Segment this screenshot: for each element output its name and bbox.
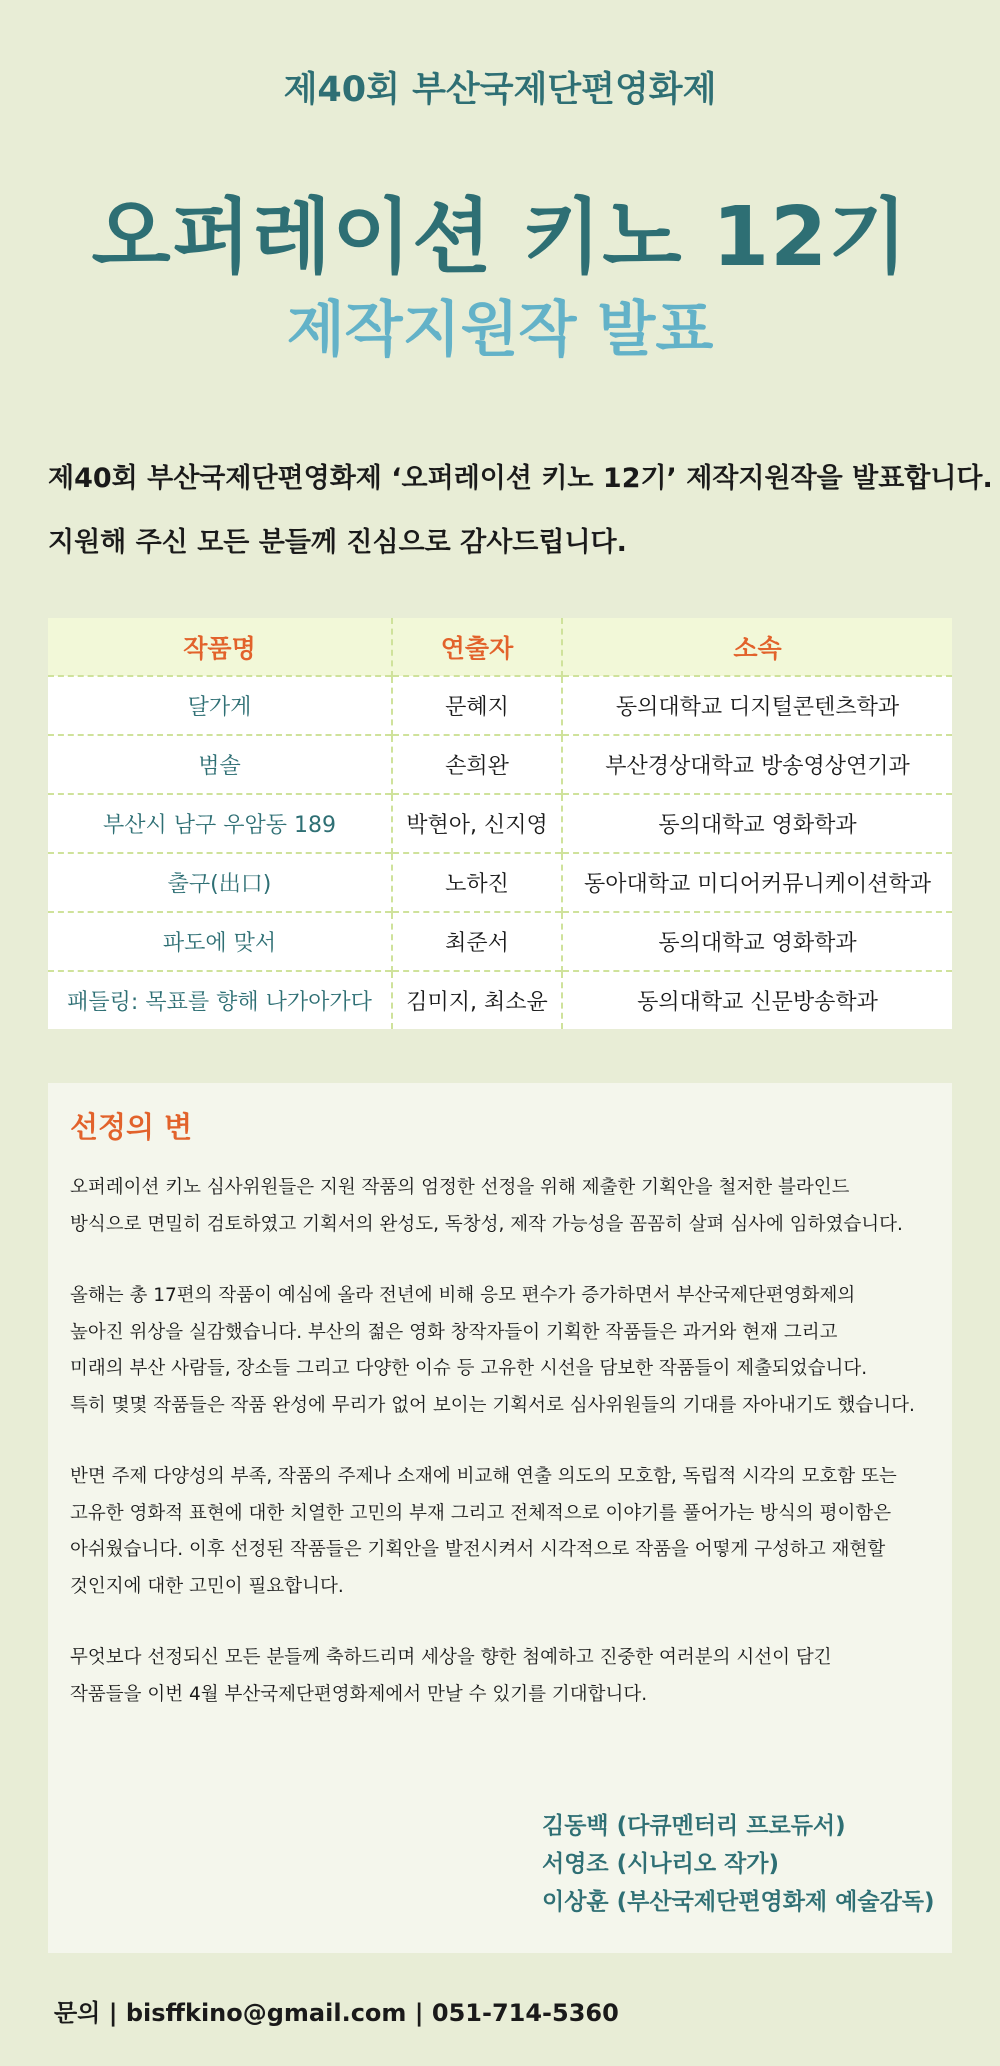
work-director: 손희완 — [392, 735, 562, 794]
work-director: 최준서 — [392, 912, 562, 971]
header-title: 작품명 — [48, 618, 392, 676]
selected-works-table — [48, 618, 952, 1029]
review-line: 것인지에 대한 고민이 필요합니다. — [70, 1575, 344, 1597]
review-line: 미래의 부산 사람들, 장소들 그리고 다양한 이슈 등 고유한 시선을 담보한 작품들이 제출되었습니다. — [70, 1358, 868, 1379]
work-affiliation: 동의대학교 영화학과 — [562, 912, 952, 971]
work-affiliation: 동의대학교 영화학과 — [562, 794, 952, 853]
header-affiliation: 소속 — [562, 618, 952, 676]
review-paragraph-2 — [70, 1278, 940, 1424]
review-line: 반면 주제 다양성의 부족, 작품의 주제나 소재에 비교해 연출 의도의 모호함, 독립적 시각의 모호함 또는 — [70, 1466, 897, 1487]
review-line: 방식으로 면밀히 검토하였고 기획서의 완성도, 독창성, 제작 가능성을 꼼꼼히 살펴 심사에 임하였습니다. — [70, 1213, 903, 1235]
intro-line-1: 제40회 부산국제단편영화제 ‘오퍼레이션 키노 12기’ 제작지원작을 발표합니다. — [48, 463, 993, 494]
jury-member: 김동백 (다큐멘터리 프로듀서) — [542, 1813, 846, 1839]
review-line: 아쉬웠습니다. 이후 선정된 작품들은 기획안을 발전시켜서 시각적으로 작품을 어떻게 구성하고 재현할 — [70, 1539, 886, 1560]
page-subtitle: 제작지원작 발표 — [286, 295, 714, 365]
review-line: 높아진 위상을 실감했습니다. 부산의 젊은 영화 창작자들이 기획한 작품들은 과거와 현재 그리고 — [70, 1321, 838, 1343]
review-line: 오퍼레이션 키노 심사위원들은 지원 작품의 엄정한 선정을 위해 제출한 기획안을 철저한 블라인드 — [70, 1177, 850, 1198]
table-row — [48, 794, 952, 853]
jury-member: 이상훈 (부산국제단편영화제 예술감독) — [542, 1889, 935, 1915]
table-row — [48, 912, 952, 971]
review-paragraph-1 — [70, 1170, 940, 1243]
table-header-row — [48, 618, 952, 676]
review-line: 올해는 총 17편의 작품이 예심에 올라 전년에 비해 응모 편수가 증가하면서 부산국제단편영화제의 — [70, 1285, 856, 1306]
work-director: 김미지, 최소윤 — [392, 971, 562, 1029]
jury-member: 서영조 (시나리오 작가) — [542, 1851, 780, 1877]
review-line: 무엇보다 선정되신 모든 분들께 축하드리며 세상을 향한 첨예하고 진중한 여러분의 시선이 담긴 — [70, 1647, 832, 1668]
work-title: 범솔 — [48, 735, 392, 794]
page-title: 오퍼레이션 키노 12기 — [91, 190, 909, 285]
work-title: 패들링: 목표를 향해 나가아가다 — [48, 971, 392, 1029]
work-title: 부산시 남구 우암동 189 — [48, 794, 392, 853]
review-title: 선정의 변 — [70, 1110, 193, 1144]
review-paragraph-3 — [70, 1459, 940, 1605]
work-director: 박현아, 신지영 — [392, 794, 562, 853]
work-affiliation: 부산경상대학교 방송영상연기과 — [562, 735, 952, 794]
table-row — [48, 676, 952, 735]
festival-name: 제40회 부산국제단편영화제 — [283, 70, 717, 110]
header-director: 연출자 — [392, 618, 562, 676]
work-title: 파도에 맞서 — [48, 912, 392, 971]
table-row — [48, 853, 952, 912]
intro-line-2: 지원해 주신 모든 분들께 진심으로 감사드립니다. — [48, 527, 627, 558]
work-title: 출구(出口) — [48, 853, 392, 912]
work-director: 문혜지 — [392, 676, 562, 735]
review-line: 작품들을 이번 4월 부산국제단편영화제에서 만날 수 있기를 기대합니다. — [70, 1683, 648, 1705]
contact-info: 문의 | bisffkino@gmail.com | 051-714-5360 — [54, 1999, 619, 2027]
review-paragraph-4 — [70, 1640, 940, 1713]
selection-review-box — [48, 1083, 952, 1953]
work-director: 노하진 — [392, 853, 562, 912]
work-affiliation: 동아대학교 미디어커뮤니케이션학과 — [562, 853, 952, 912]
work-title: 달가게 — [48, 676, 392, 735]
work-affiliation: 동의대학교 신문방송학과 — [562, 971, 952, 1029]
review-line: 특히 몇몇 작품들은 작품 완성에 무리가 없어 보이는 기획서로 심사위원들의 기대를 자아내기도 했습니다. — [70, 1394, 915, 1416]
work-affiliation: 동의대학교 디지털콘텐츠학과 — [562, 676, 952, 735]
table-row — [48, 735, 952, 794]
table-row — [48, 971, 952, 1029]
review-line: 고유한 영화적 표현에 대한 치열한 고민의 부재 그리고 전체적으로 이야기를 풀어가는 방식의 평이함은 — [70, 1502, 892, 1524]
